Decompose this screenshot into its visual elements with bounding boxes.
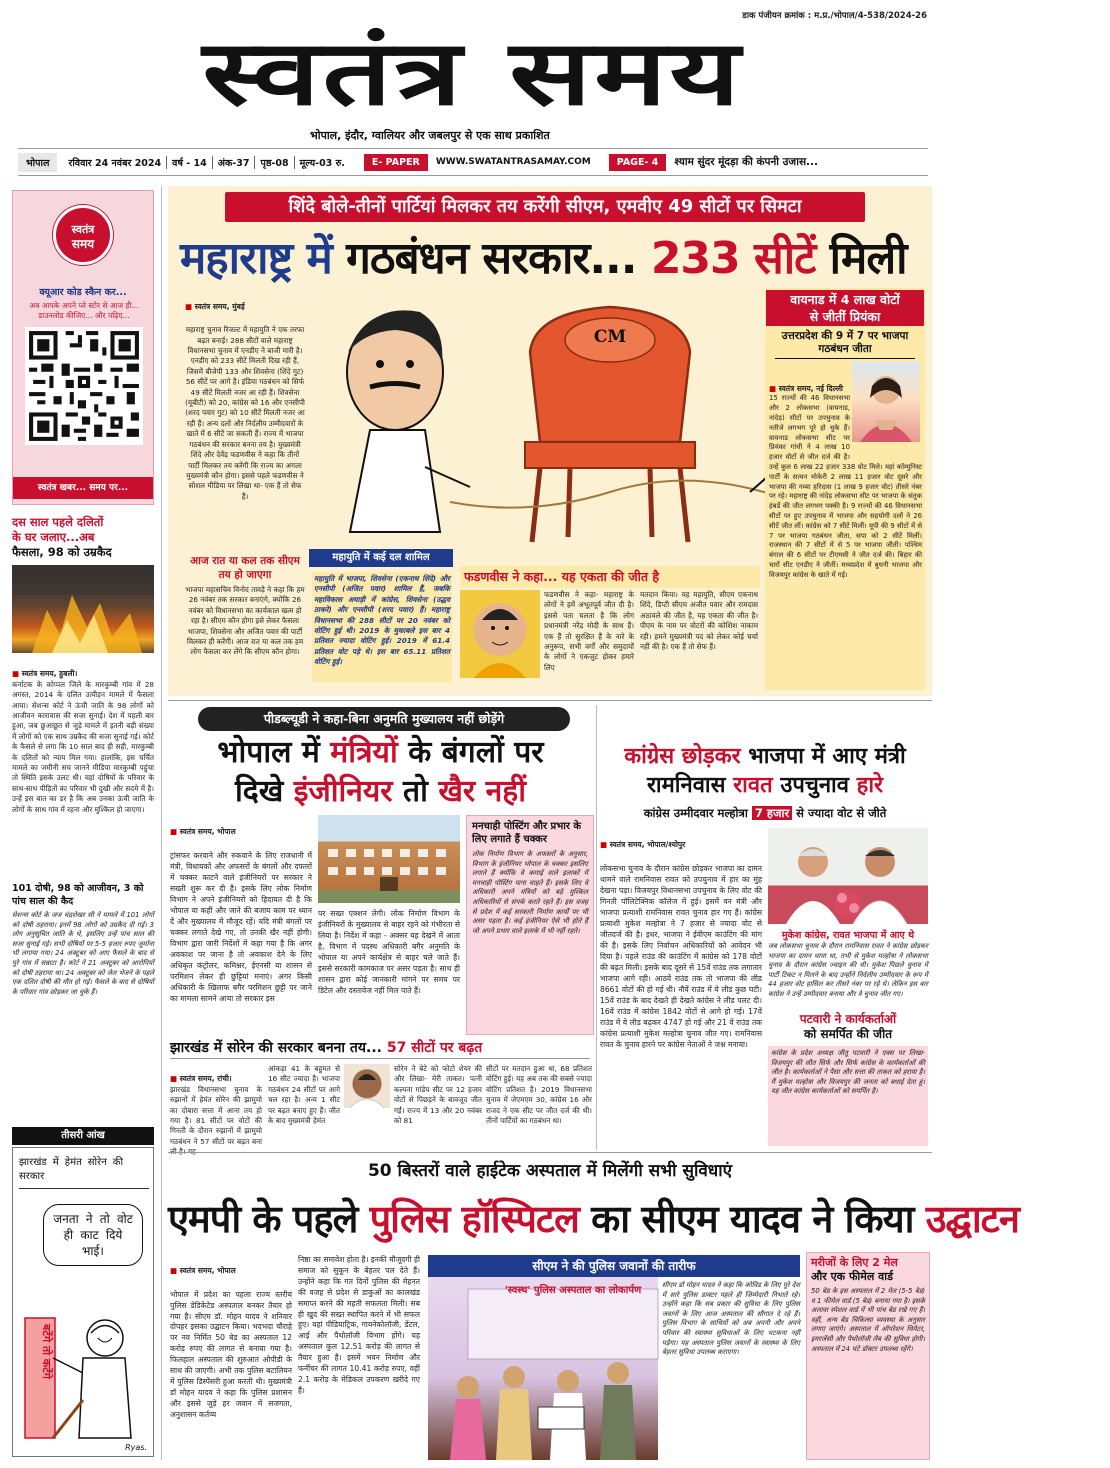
website-link[interactable]: WWW.SWATANTRASAMAY.COM [435,157,591,167]
fadnavis-body-2: मतदान किया। यह महायुति, सीएम एकनाथ शिंदे, डिप्टी सीएम अजीत पवार और रामदास अठावले की जीत है, यह एकता की जीत है। पीएम के नाम पर वोटरों की कोशिश नाकाम रही। हमने मुख्यमंत्री पद को लेकर कोई चर्चा नहीं की है। एक हैं तो सेफ हैं। [640,590,758,652]
jharkhand-body-3: सोरेन ने बेटे को फोटो शेयर की और लिखा- मेरी ताकत। पत्नी कल्पना गांडेय सीट पर 12 हजार वोटों से पिछड़ने के बावजूद जीत गईं। राज्य में 13 और 20 नवंबर को 81 [394,1064,482,1126]
jharkhand-headline: झारखंड में सोरेन की सरकार बनना तय... 57 सीटों पर बढ़त [170,1038,590,1059]
hospital-body-2: निष्ठा का समावेश होता है। इनकी मौजूदगी ही समाज को सुकून के बेहतर पल देते हैं। उन्होंने कहा कि गत दिनों पुलिस की मेहनत की वजह से प्रदेश से डाकुओं का कालखंड समाप्त करने की महती सफलता मिली। सब ही खुद की सख्त स्थापित करने में भी सफल हुए। यहां पीडियाट्रिक, गायनेकोलॉजी, डेंटल, आई और पैथोलॉजी विभाग होंगे। यह अस्पताल कुल 12.51 करोड़ की लागत से तैयार हुआ है। इसमें भवन निर्माण और फर्नीचर की लागत 10.41 करोड़ रुपए, वहीं 2.1 करोड़ के मेडिकल उपकरण खरीदे गए हैं। [298,1255,420,1395]
rawat-photo [768,828,928,924]
city-label: भोपाल [18,153,57,172]
lead-kicker: शिंदे बोले-तीनों पार्टियां मिलकर तय करेंगी सीएम, एमवीए 49 सीटों पर सिमटा [225,192,865,222]
wayanad-byline: ■ स्वतंत्र समय, नई दिल्ली [769,384,843,393]
fadnavis-photo [460,590,540,678]
price: मूल्य-03 रु. [299,157,345,169]
beds-head: मरीजों के लिए 2 मेल और एक फीमेल वार्ड [811,1256,898,1283]
dalit-headline: दस साल पहले दलितों के घर जलाए...अब फैसला, 98 को उम्रकैद [12,515,112,559]
fire-photo [12,565,154,653]
jharkhand-body-1: ■ स्वतंत्र समय, रांची। झारखंड विधानसभा चुनाव के रुझानों में हेमंत सोरेन की झामुमो का दोबारा सत्ता में आना तय हो गया है। 81 सीटों पर वोटों की गिनती के दौरान रुझानों में झामुमो गठबंधन ने 57 सीटों पर बढ़त बना [170,1064,262,1148]
sidebar-promo [12,190,154,505]
company-teaser: श्याम सुंदर मूंदड़ा की कंपनी उजास... [674,156,819,168]
epaper-badge: E- PAPER [364,154,428,171]
bungalow-photo [318,815,460,903]
qr-subtitle: अब आपके अपने प्ले स्टोर से आज ही... डाउनलोड कीजिए... और पढ़िए... [29,301,139,320]
hospital-photo-banner: 'स्वस्थ' पुलिस अस्पताल का लोकार्पण [504,1285,642,1296]
hospital-byline: ■ स्वतंत्र समय, भोपाल [170,1266,292,1277]
qr-title: क्यूआर कोड स्कैन कर... [39,287,127,298]
issue-date: रविवार 24 नवंबर 2024 [63,156,167,169]
bungalow-headline: भोपाल में मंत्रियों के बंगलों पर दिखे इंजीनियर तो खैर नहीं [217,735,544,809]
fadnavis-body-1: फडणवीस ने कहा- महाराष्ट्र के लोगों ने हमें अभूतपूर्व जीत दी है। इससे पता चलता है कि लोग प्रधानमंत्री नरेंद्र मोदी के साथ हैं। एक हैं तो सुरक्षित हैं के नारे के अनुरूप, सभी वर्गों और समुदायों के लोगों ने एकजुट होकर हमारे लिए [544,590,634,672]
posting-box-body: लोक निर्माण विभाग के अफसरों के अनुसार, विभाग के इंजीनियर भोपाल के चक्कर इसलिए लगाते हैं क्योंकि वे कमाई वाले इलाकों में मनचाही पोस्टिंग पाना चाहते हैं। इसके लिए वे अधिकारी अपने मंत्रियों को बड़े मुश्किल अधिकारियों से संपर्क करते रहते हैं। इस वजह से प्रदेश में कई सरकारी निर्माण कार्यों पर भी असर पड़ता है। कई इंजीनियर ऐसे भी होते हैं जो अपने प्रभार वाले इलाके में भी नहीं रहते। [472,850,588,935]
postal-registration: डाक पंजीयन क्रमांक : म.प्र./भोपाल/4-538/2024-26 [742,11,927,21]
lead-byline: ■ स्वतंत्र समय, मुंबई [185,302,305,312]
jharkhand-body-4: सीटों पर मतदान हुआ था, 68 प्रतिशत वोटिंग हुई। यह अब तक की सबसे ज्यादा वोटिंग प्रतिशत है। 2019 विधानसभा चुनाव में जेएमएम 30, कांग्रेस 16 और राजद ने एक सीट पर जीत दर्ज की थी। तीनों पार्टियों का गठबंधन था। [486,1064,592,1126]
cartoon-sign: बटेंगे तो कटेंगे [40,1324,53,1379]
hospital-kicker: 50 बिस्तरों वाले हाईटेक अस्पताल में मिलेंगी सभी सुविधाएं [367,1161,733,1181]
mahayuti-head: महायुति में कई दल शामिल [309,549,453,567]
newspaper-logo: स्वतंत्र समय [53,205,113,265]
beds-box [806,1252,930,1460]
rawat-caption-body: जब लोकसभा चुनाव के दौरान रामनिवास रावत ने कांग्रेस छोड़कर भाजपा का दामन थामा था, तभी से मुकेश मल्होत्रा ने लोकसभा चुनाव के दौरान कांग्रेस ज्वाइन की थी। मुकेश पिछले चुनाव में पार्टी टिकट न मिलने के बाद उन्होंने निर्दलीय उम्मीदवार के रूप में 44 हजार वोट हासिल कर तीसरे नंबर पर रहे थे। लेकिन इस बार कांग्रेस ने उन्हें उम्मीदवार बनाया और वे चुनाव जीत गए। [768,942,928,998]
wayanad-sub: उत्तरप्रदेश की 9 में 7 पर भाजपा गठबंधन जीता [775,330,915,359]
wayanad-text: 15 राज्यों की 46 विधानसभा और 2 लोकसभा (वायनाड, नांदेड़) सीटों पर उपचुनाव के नतीजे लगभग पूरे हो चुके हैं। वायनाड लोकसभा सीट पर प्रियंका गांधी ने 4 लाख 10 हजार वोटों से जीत दर्ज की है। उन्हें कुल 6 लाख 22 हजार 338 वोट मिले। यहां कॉम्युनिस्ट पार्टी के सत्यन मोकेरी 2 लाख 11 हजार वोट दूसरे और भाजपा की नव्या हरिदास (1 लाख 9 हजार वोट) तीसरे नंबर पर रहे। महाराष्ट्र की नांदेड़ लोकसभा सीट पर भाजपा के संतुक हंबर्डे की जीत लगभग पक्की है। 9 राज्यों की 46 विधानसभा सीटों पर हुए उपचुनाव में भाजपा और सहयोगी दलों ने 26 सीटें जीत लीं। कांग्रेस को 7 सीटें मिलीं। यूपी की 9 सीटों में से 7 पर भाजपा गठबंधन जीता, सपा को 2 सीटें मिलीं। राजस्थान की 7 सीटों में से 5 पर भाजपा जीती। पश्चिम बंगाल की 6 सीटों पर टीएमसी ने जीत दर्ज की। बिहार की चारों सीट एनडीए ने जीतीं। मध्यप्रदेश में बुधनी भाजपा और विजयपुर कांग्रेस के खाते में गई। [769,394,922,579]
patwari-head: पटवारी ने कार्यकर्ताओं को समर्पित की जीत [799,1012,897,1041]
jharkhand-body-2: आंकड़ा 41 के बहुमत से 16 सीट ज्यादा है। भाजपा गठबंधन 24 सीटों पर आगे चल रहा है। अन्य 1 सीट पर बढ़त बनाए हुए हैं। जीत के बाद मुख्यमंत्री हेमंत [268,1064,340,1126]
bungalow-body-1: ■ स्वतंत्र समय, भोपाल ट्रांसफर करवाने और रुकवाने के लिए राजधानी में मंत्री, विधायकों और अफसरों के बंगलों और दफ्तरों में चक्कर काटने वाले इंजीनियरों पर सरकार ने सख्ती शुरू कर दी है। इसके लिए लोक निर्माण विभाग ने अपने इंजीनियरों को हिदायत दी है कि भोपाल या कहीं और जाने की बजाय काम पर ध्यान दें और मुख्यालय में मौजूद रहें। यदि मंत्री बंगलों पर चक्कर लगाते देखे गए, तो उनकी खैर नहीं होगी। विभाग द्वारा जारी निर्देशों में कहा गया है कि अगर अवकाश पर जाना है तो अवकाश देने के लिए अधिकृत कंट्रोलर, कमिश्नर, ईएनसी या शासन से परमिशन लेकर ही छुट्टियां मनाएं। अगर किसी अधिकारी के खिलाफ बगैर परमिशन छुट्टी पर जाने का मामला सामने आया तो सरकार इस [170,815,312,1145]
hospital-body-1: ■ स्वतंत्र समय, भोपाल भोपाल में प्रदेश का पहला राज्य स्तरीय पुलिस डेडिकेटेड अस्पताल बनकर तैयार हो गया है। सीएम डॉ. मोहन यादव ने शनिवार दोपहर इसका उद्घाटन किया। भदभदा चौराहे पर नव निर्मित 50 बेड का अस्पताल 12 करोड़ रुपए की लागत से बनाया गया है। फिलहाल अस्पताल की शुरुआत ओपीडी के साथ की जाएगी। अभी तक पुलिस बटालियन में पुलिस डिस्पेंसरी हुआ करती थी। मुख्यमंत्री डॉ मोहन यादव ने कहा कि पुलिस प्रशासन और इससे जुड़े हर जवान में सजगता, अनुशासन कर्तव्य [170,1255,292,1460]
patwari-body: कांग्रेस के प्रदेश अध्यक्ष जीतू पटवारी ने एक्स पर लिखा- विजयपुर की जीत सिर्फ और सिर्फ कांग्रेस के कार्यकर्ताओं की जीत है। कार्यकर्ताओं ने पैसा और सत्ता की ताकत को हराया है। मैं मुकेश मल्होत्रा और विजयपुर की जनता को बधाई देता हूं। यह जीत कांग्रेस कार्यकर्ताओं को समर्पित है। [768,1046,928,1146]
cartoon-artist: Ryas. [125,1443,147,1452]
jharkhand-byline: ■ स्वतंत्र समय, रांची। [170,1074,232,1083]
beds-body: 50 बेड के इस अस्पताल में 2 मेल (5-5 बेड) व 1 फीमेल वार्ड (5 बेड) बनाया गया है। इसके अलावा स्पेशल वार्ड में भी पांच बेड रखे गए हैं। वहीं, अन्य बेड चिकित्सा व्यवस्था के अनुसार लगाए जाएंगे। अस्पताल में ऑपरेशन थियेटर, इमरजेंसी और पैथोलॉजी लैब की सुविधा होगी। अस्पताल में 24 घंटे डॉक्टर उपलब्ध रहेंगे। [811,1287,925,1353]
soren-photo [344,1064,390,1108]
rawat-byline: ■ स्वतंत्र समय, भोपाल/श्योपुर [600,839,762,850]
fadnavis-head: फडणवीस ने कहा... यह एकता की जीत है [460,566,760,588]
cm-label: CM [593,327,627,347]
rawat-headline: कांग्रेस छोड़कर भाजपा में आए मंत्री रामनिवास रावत उपचुनाव हारे [624,744,906,798]
wayanad-head: वायनाड में 4 लाख वोटों से जीतीं प्रियंका [766,290,924,326]
dalit-story [12,515,154,835]
dalit-subhead: 101 दोषी, 98 को आजीवन, 3 को पांच साल की कैद [12,883,144,907]
lead-subhead: आज रात या कल तक सीएम तय हो जाएगा [190,555,300,581]
rawat-sub: कांग्रेस उम्मीदवार मल्होत्रा 7 हजार से ज्यादा वोट से जीते [643,806,887,820]
cartoon-bubble: जनता ने तो वोट ही काट दिये भाई। [43,1204,143,1266]
cartoon-caption: झारखंड में हेमंत सोरेन की सरकार [19,1156,149,1189]
cartoon-title: तीसरी आंख [12,1127,154,1145]
posting-box [466,815,594,1035]
bungalow-kicker: पीडब्ल्यूडी ने कहा-बिना अनुमति मुख्यालय नहीं छोड़ेंगे [198,707,570,731]
qr-code[interactable] [25,327,143,445]
lead-headline: महाराष्ट्र में गठबंधन सरकार... 233 सीटें मिली [180,233,907,284]
lead-sub-body: भाजपा महासचिव विनोद तावड़े ने कहा कि हम 26 नवंबर तक सरकार बनाएंगे, क्योंकि 26 नवंबर को विधानसभा का कार्यकाल खत्म हो रहा है। सीएम कौन होगा इसे लेकर फैसला भाजपा, शिवसेना और अजित पवार की पार्टी मिलकर ही करेंगी। आज रात या कल तक हम लोग फैसला कर लेंगे कि सीएम कौन होगा। [185,585,305,657]
page-number: PAGE- 4 [609,154,667,171]
wayanad-body [769,364,922,686]
page-count: पृष्ठ-08 [255,156,294,169]
rawat-photo-caption: मुकेश कांग्रेस, रावत भाजपा में आए थे [781,930,915,941]
hospital-photo-caption: सीएम डॉ मोहन यादव ने कहा कि कोविड के लिए पूरे देश में सारे पुलिस डाक्टर पहले ही जिम्मेदारी निभाते रहे। उन्होंने कहा कि सब प्रकार की सुविधा के लिए पुलिस जवानों के लिए आज अस्पताल की सौगात दे रहे हैं। पुलिस विभाग के साथियों को अब अपनी और अपने परिवार की स्वास्थ्य सुविधाओं के लिए भटकना नहीं पड़ेगा। यह अस्पताल पुलिस जवानों के स्वास्थ्य के लिए बेहतर सुविधा उपलब्ध कराएगा। [662,1281,800,1357]
issue-number: अंक-37 [213,156,256,169]
dalit-body: कर्नाटक के कोप्पल जिले के मारकुम्बी गांव में 28 अगस्त, 2014 के दलित उत्पीड़न मामले में फैसला आया। सेशन्स कोर्ट ने ऊंची जाति के 98 लोगों को आजीवन कारावास की सजा सुनाई। देश में पहली बार हुआ, जब छुआछूत से जुड़े मामले में इतनी बड़ी संख्या में लोगों को एक साथ उम्रकैद की सजा सुनाई गई। कोर्ट के फैसले से लगा कि 10 साल बाद ही सही, मारकुम्बी के दलितों को न्याय मिल गया। हालांकि, इस चर्चित मामले का जमीनी सच जानने मीडिया मारकुम्बी पहुंचा तो स्थिति इसके उलट थी। यहां दोषियों के परिवार के साथ-साथ पीड़ितों का परिवार भी दुखी और सदमे में है। उन्हें इस बात का डर है कि अब उनका ऊंची जाति के लोगों के साथ गांव में रहना और मुश्किल हो जाएगा। [12,679,154,814]
posting-box-head: मनचाही पोस्टिंग और प्रभार के लिए लगाते हैं चक्कर [472,821,582,845]
dalit-sub-body: सेशन्स कोर्ट के जज चंद्रशेखर सी ने मामले में 101 लोगों को दोषी ठहराया। इनमें 98 लोगों को उम्रकैद दी गई। 3 लोग अनुसूचित जाति के थे, इसलिए उन्हें पांच साल की सजा सुनाई गई। सभी दोषियों पर 5-5 हजार रुपए जुर्माना भी लगाया गया। 24 अक्टूबर को आए फैसले के बाद से पूरे गांव में सन्नाटा है। कोर्ट ने 21 अक्टूबर को आरोपियों को दोषी ठहराया था। 24 अक्टूबर को जेल भेजने के पहले एक दलित दोषी की मौत हो गई। फैसले के बाद से दोषियों के परिवार गांव छोड़कर जा चुके हैं। [12,911,154,996]
cartoon-box [12,1147,154,1457]
dateline [18,151,928,173]
issue-year: वर्ष - 14 [167,156,213,169]
bungalow-body-2: पर सख्त एक्शन लेगी। लोक निर्माण विभाग के इंजीनियरों के मुख्यालय से बाहर रहने को गंभीरता से लिया है। निर्देश में कहा - अक्सर यह देखने में आता है, विभाग में पदस्थ अधिकारी बगैर अनुमति के भोपाल या अपने कार्यक्षेत्र से बाहर चले जाते हैं। इससे सरकारी कामकाज पर असर पड़ता है। साथ ही शासन द्वारा कोई जानकारी मांगने पर समय पर डिटेल और दस्तावेज नहीं मिल पाते हैं। [318,909,460,995]
mahayuti-body: महायुति में भाजपा, शिवसेना (एकनाथ शिंदे) और एनसीपी (अजित पवार) शामिल हैं, जबकि महाविकास अघाड़ी में कांग्रेस, शिवसेना (उद्धव ठाकरे) और एनसीपी (शरद पवार) हैं। महाराष्ट्र विधानसभा की 288 सीटों पर 20 नवंबर को वोटिंग हुई थी। 2019 के मुकाबले इस बार 4 प्रतिशत ज्यादा वोटिंग हुई। 2019 में 61.4 प्रतिशत वोट पड़े थे। इस बार 65.11 प्रतिशत वोटिंग हुई। [312,572,452,682]
hospital-headline: एमपी के पहले पुलिस हॉस्पिटल का सीएम यादव ने किया उद्घाटन [168,1197,1019,1241]
qr-footer: स्वतंत्र खबर... समय पर... [13,477,153,499]
masthead-title: स्वतंत्र समय [202,20,743,126]
dalit-byline: ■ स्वतंत्र समय, हुबली। [12,669,77,678]
lead-body: महाराष्ट्र चुनाव रिजल्ट में महायुति ने एक तरफा बढ़त बनाई। 288 सीटों वाले महाराष्ट्र विधानसभा चुनाव में एनडीए ने बाजी मारी है। एनडीए को 233 सीटें मिलती दिख रही हैं, जिसमें बीजेपी 133 और शिवसेना (शिंदे गुट) 56 सीटें पर आगे है। इंडिया गठबंधन को सिर्फ 49 सीटें मिलती नजर आ रही हैं। शिवसेना (यूबीटी) को 20, कांग्रेस को 16 और एनसीपी (शरद पवार गुट) को 10 सीटें मिलती नजर आ रही हैं। अन्य दलों और निर्दलीय उम्मीदवारों के खाते में 6 सीटें जा सकती हैं। राज्य में भाजपा गठबंधन की सरकार बनना तय है। मुख्यमंत्री शिंदे और देवेंद्र फडणवीस ने कहा कि तीनों पार्टी मिलकर तय करेंगी कि राज्य का अगला मुख्यमंत्री कौन होगा। इससे पहले फडणवीस ने सोशल मीडिया पर लिखा था- एक हैं तो सेफ हैं। [185,325,305,501]
hospital-photo [428,1277,658,1460]
rawat-body: ■ स्वतंत्र समय, भोपाल/श्योपुर लोकसभा चुनाव के दौरान कांग्रेस छोड़कर भाजपा का दामन थामने वाले रामनिवास रावत को उपचुनाव में हार का मुंह देखना पड़ा। विजयपुर विधानसभा उपचुनाव के लिए वोट की गिनती पॉलिटेक्निक कॉलेज में हुई। इसमें वन मंत्री और भाजपा प्रत्याशी रामनिवास रावत चुनाव हार गए हैं। कांग्रेस प्रत्याशी मुकेश मल्होत्रा ने 7 हजार से ज्यादा वोट से जीतदर्ज की है। इधर, भाजपा ने ईवीएम काउंटिंग की मांग की है। इसके लिए निर्वाचन अधिकारियों को आवेदन भी दिया है। पहले राउंड की काउंटिंग में कांग्रेस को 178 वोटों की बढ़त मिली। इसके बाद दूसरे से 15वें राउंड तक लगातार भाजपा आगे रही। आठवें राउंड तक तो भाजपा की लीड 8661 वोटों की हो गई थी। नौवें राउंड में ये लीड कुछ घटी। 15वें राउंड के बाद देखते ही देखते कांग्रेस ने लीड पलट दी। 16वें राउंड में कांग्रेस 1842 वोटों से आगे हो गई। 17वें राउंड में ये लीड बढ़कर 4747 हो गई और 21 वें राउंड तक कांग्रेस प्रत्याशी मुकेश मल्होत्रा चुनाव जीत गए। रामनिवास रावत के चुनाव हारने पर कांग्रेस नेताओं ने जश्न मनाया। [600,828,762,1168]
masthead-tagline: भोपाल, इंदौर, ग्वालियर और जबलपुर से एक साथ प्रकाशित [310,129,550,142]
lead-body-col [185,292,305,542]
bungalow-byline: ■ स्वतंत्र समय, भोपाल [170,826,312,837]
hospital-photo-head: सीएम ने की पुलिस जवानों की तारीफ [428,1255,800,1277]
